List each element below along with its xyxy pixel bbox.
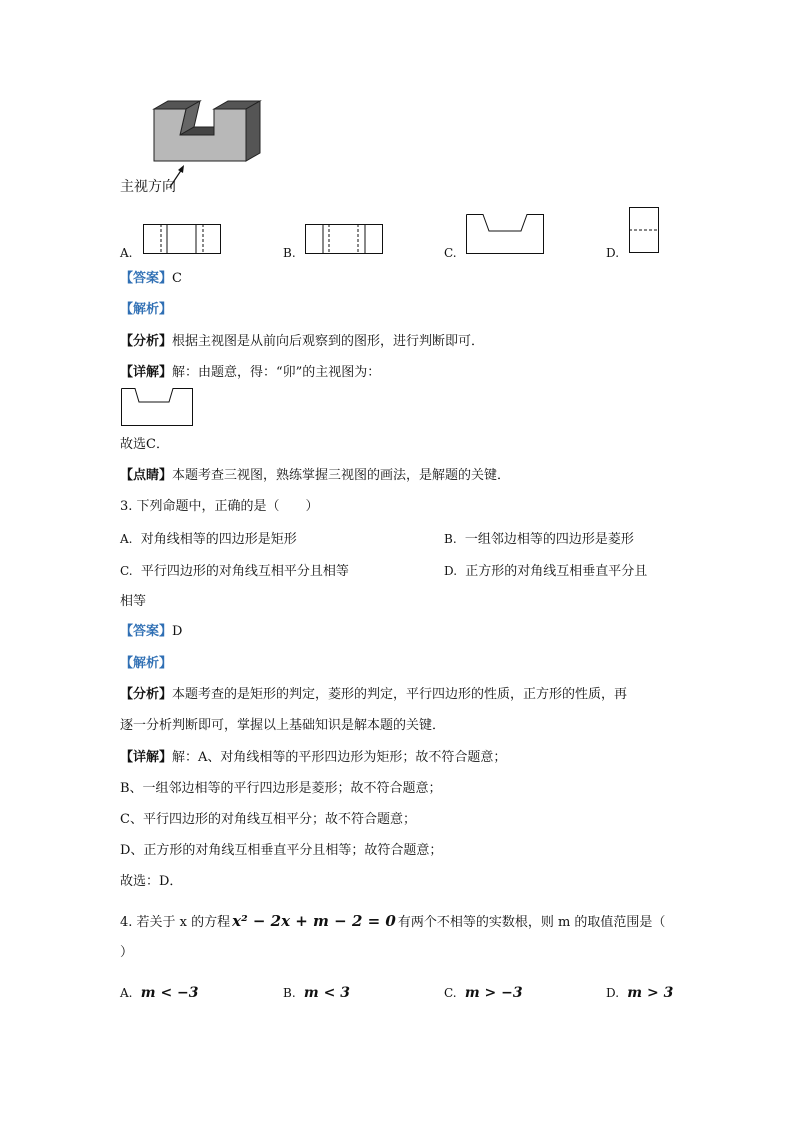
q2-answer-tag: 【答案】 [120, 271, 173, 286]
q2-option-a-figure [143, 224, 221, 254]
q2-conclusion: 故选C． [120, 437, 169, 452]
q3-option-b-letter: B. [444, 532, 457, 546]
q3-answer: D [172, 624, 183, 639]
q2-xiangjie-text: 解：由题意，得：“卯”的主视图为： [172, 365, 381, 380]
q2-xiangjie-line [120, 364, 380, 382]
q3-xiangjie-line3: C、平行四边形的对角线互相平分；故不符合题意； [120, 812, 416, 827]
q3-option-c-letter: C. [120, 564, 133, 578]
q2-fenxi-line [120, 333, 484, 351]
q3-fenxi-line1 [120, 686, 627, 704]
q2-option-d-figure [629, 207, 659, 253]
q3-fenxi-tag: 【分析】 [120, 687, 173, 702]
q4-option-b [283, 984, 350, 1003]
q3-option-c [120, 562, 349, 581]
q4-stem-post: 有两个不相等的实数根，则 m 的取值范围是（ [397, 915, 666, 930]
q2-option-c-letter: C. [444, 246, 457, 260]
q4-option-b-letter: B. [283, 986, 296, 1000]
q4-stem-close: ） [120, 945, 134, 960]
q4-stem-line [120, 912, 665, 932]
q4-option-d-math: m > 3 [627, 985, 674, 1001]
q2-option-d-letter: D. [606, 246, 620, 260]
q2-xiangjie-tag: 【详解】 [120, 365, 173, 380]
q2-option-b-figure [305, 224, 383, 254]
q4-option-d [606, 984, 673, 1003]
block-3d-figure [148, 97, 288, 187]
q2-dianjing-line [120, 467, 510, 485]
q3-xiangjie-text1: 解：A、对角线相等的平形四边形为矩形；故不符合题意； [172, 750, 507, 765]
q2-analysis-tag: 【解析】 [120, 302, 173, 317]
q3-stem: 3. 下列命题中，正确的是（ ） [120, 499, 319, 514]
q4-option-b-math: m < 3 [303, 985, 350, 1001]
q3-option-d [444, 562, 647, 581]
q2-answer-line [120, 270, 182, 288]
q2-fenxi-tag: 【分析】 [120, 334, 173, 349]
q2-dianjing-text: 本题考查三视图，熟练掌握三视图的画法，是解题的关键． [172, 468, 511, 483]
q3-answer-line [120, 623, 182, 641]
q4-option-c [444, 984, 523, 1003]
q3-option-c-text: 平行四边形的对角线互相平分且相等 [140, 564, 349, 579]
q2-option-b-letter: B. [283, 246, 296, 260]
q2-dianjing-tag: 【点睛】 [120, 468, 173, 483]
q3-answer-tag: 【答案】 [120, 624, 173, 639]
q3-option-b-text: 一组邻边相等的四边形是菱形 [464, 532, 634, 547]
q2-fenxi-text: 根据主视图是从前向后观察到的图形，进行判断即可． [172, 334, 485, 349]
q4-option-a-math: m < −3 [140, 985, 199, 1001]
q2-analysis-tag-line [120, 301, 172, 319]
q4-option-c-math: m > −3 [464, 985, 523, 1001]
q3-analysis-tag: 【解析】 [120, 656, 173, 671]
q3-xiangjie-line2: B、一组邻边相等的平行四边形是菱形；故不符合题意； [120, 781, 442, 796]
q3-xiangjie-line4: D、正方形的对角线互相垂直平分且相等；故符合题意； [120, 843, 443, 858]
q4-equation: x² − 2x + m − 2 = 0 [232, 912, 396, 930]
q4-stem-pre: 4. 若关于 x 的方程 [120, 915, 231, 930]
q2-solution-front-view [121, 388, 193, 426]
q3-xiangjie-line5: 故选：D． [120, 874, 183, 889]
q3-option-b [444, 530, 634, 549]
q3-option-d-text: 正方形的对角线互相垂直平分且 [465, 564, 648, 579]
q2-option-a-letter: A. [120, 246, 133, 260]
q4-option-c-letter: C. [444, 986, 457, 1000]
q3-fenxi-text1: 本题考查的是矩形的判定，菱形的判定，平行四边形的性质，正方形的性质，再 [172, 687, 628, 702]
q3-option-a-letter: A. [120, 532, 133, 546]
q3-xiangjie-line1 [120, 749, 506, 767]
q4-option-a [120, 984, 199, 1003]
q3-fenxi-line2: 逐一分析判断即可，掌握以上基础知识是解本题的关键． [120, 718, 446, 733]
q4-option-a-letter: A. [120, 986, 133, 1000]
q2-answer: C [172, 271, 182, 286]
q4-option-d-letter: D. [606, 986, 620, 1000]
q2-option-c-figure [466, 214, 544, 254]
q3-analysis-tag-line [120, 655, 172, 673]
q3-option-d-continuation: 相等 [120, 594, 147, 609]
view-direction-caption: 主视方向 [120, 179, 176, 195]
q3-option-d-letter: D. [444, 564, 458, 578]
q3-option-a-text: 对角线相等的四边形是矩形 [140, 532, 297, 547]
q3-option-a [120, 530, 297, 549]
q3-xiangjie-tag: 【详解】 [120, 750, 173, 765]
